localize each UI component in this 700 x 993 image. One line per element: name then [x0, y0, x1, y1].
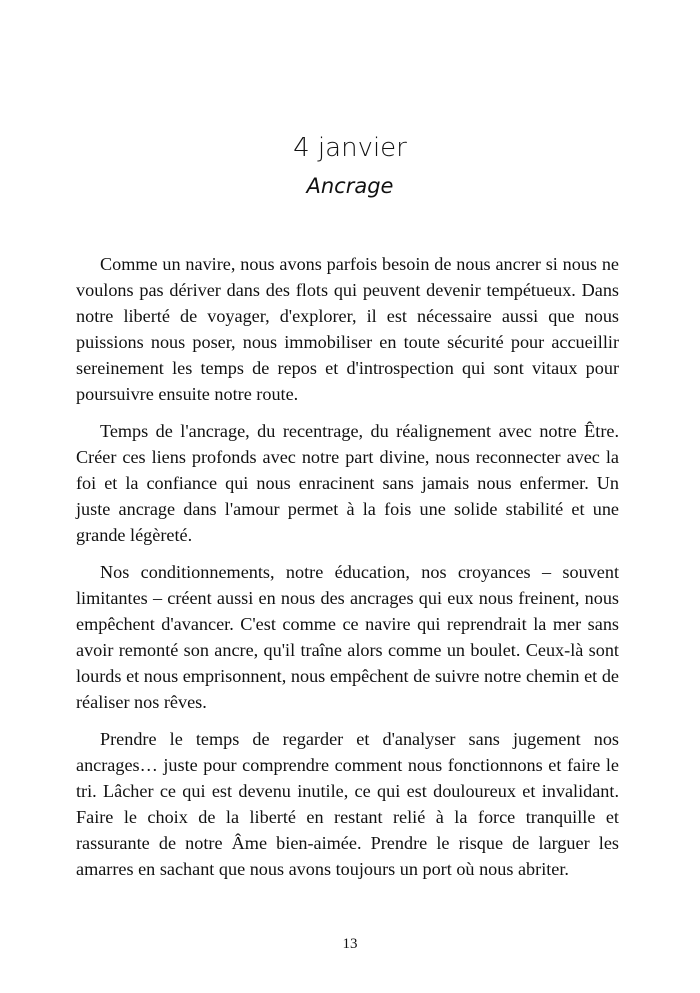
- paragraph: Temps de l'ancrage, du recentrage, du réalignement avec notre Être. Créer ces liens profonds avec notre part divine, nous reconnecter avec la foi et la confiance qui nous enracinent sans jamais nous enfermer. Un juste ancrage dans l'amour permet à la fois une solide stabilité et une grande légèreté.: [76, 421, 619, 545]
- body-text: [76, 251, 619, 893]
- paragraph: Nos conditionnements, notre éducation, nos croyances – souvent limitantes – créent aussi en nous des ancrages qui eux nous freinent, nous empêchent d'avancer. C'est comme ce navire qui reprendrait la mer sans avoir remonté son ancre, qu'il traîne alors comme un boulet. Ceux-là sont lourds et nous emprisonnent, nous empêchent de suivre notre chemin et de réaliser nos rêves.: [76, 562, 619, 712]
- page-title-date: 4 janvier: [293, 133, 407, 163]
- paragraph: Comme un navire, nous avons parfois besoin de nous ancrer si nous ne voulons pas dériver dans des flots qui peuvent devenir tempétueux. Dans notre liberté de voyager, d'explorer, il est nécessaire aussi que nous puissions nous poser, nous immobiliser en toute sécurité pour accueillir sereinement les temps de repos et d'introspection qui sont vitaux pour poursuivre ensuite notre route.: [76, 254, 619, 404]
- page-subtitle-theme: Ancrage: [306, 174, 394, 198]
- page-number: 13: [342, 936, 358, 952]
- paragraph: Prendre le temps de regarder et d'analyser sans jugement nos ancrages… juste pour comprendre comment nous fonctionnons et faire le tri. Lâcher ce qui est devenu inutile, ce qui est douloureux et invalidant. Faire le choix de la liberté en restant relié à la force tranquille et rassurante de notre Âme bien-aimée. Prendre le risque de larguer les amarres en sachant que nous avons toujours un port où nous abriter.: [76, 729, 619, 879]
